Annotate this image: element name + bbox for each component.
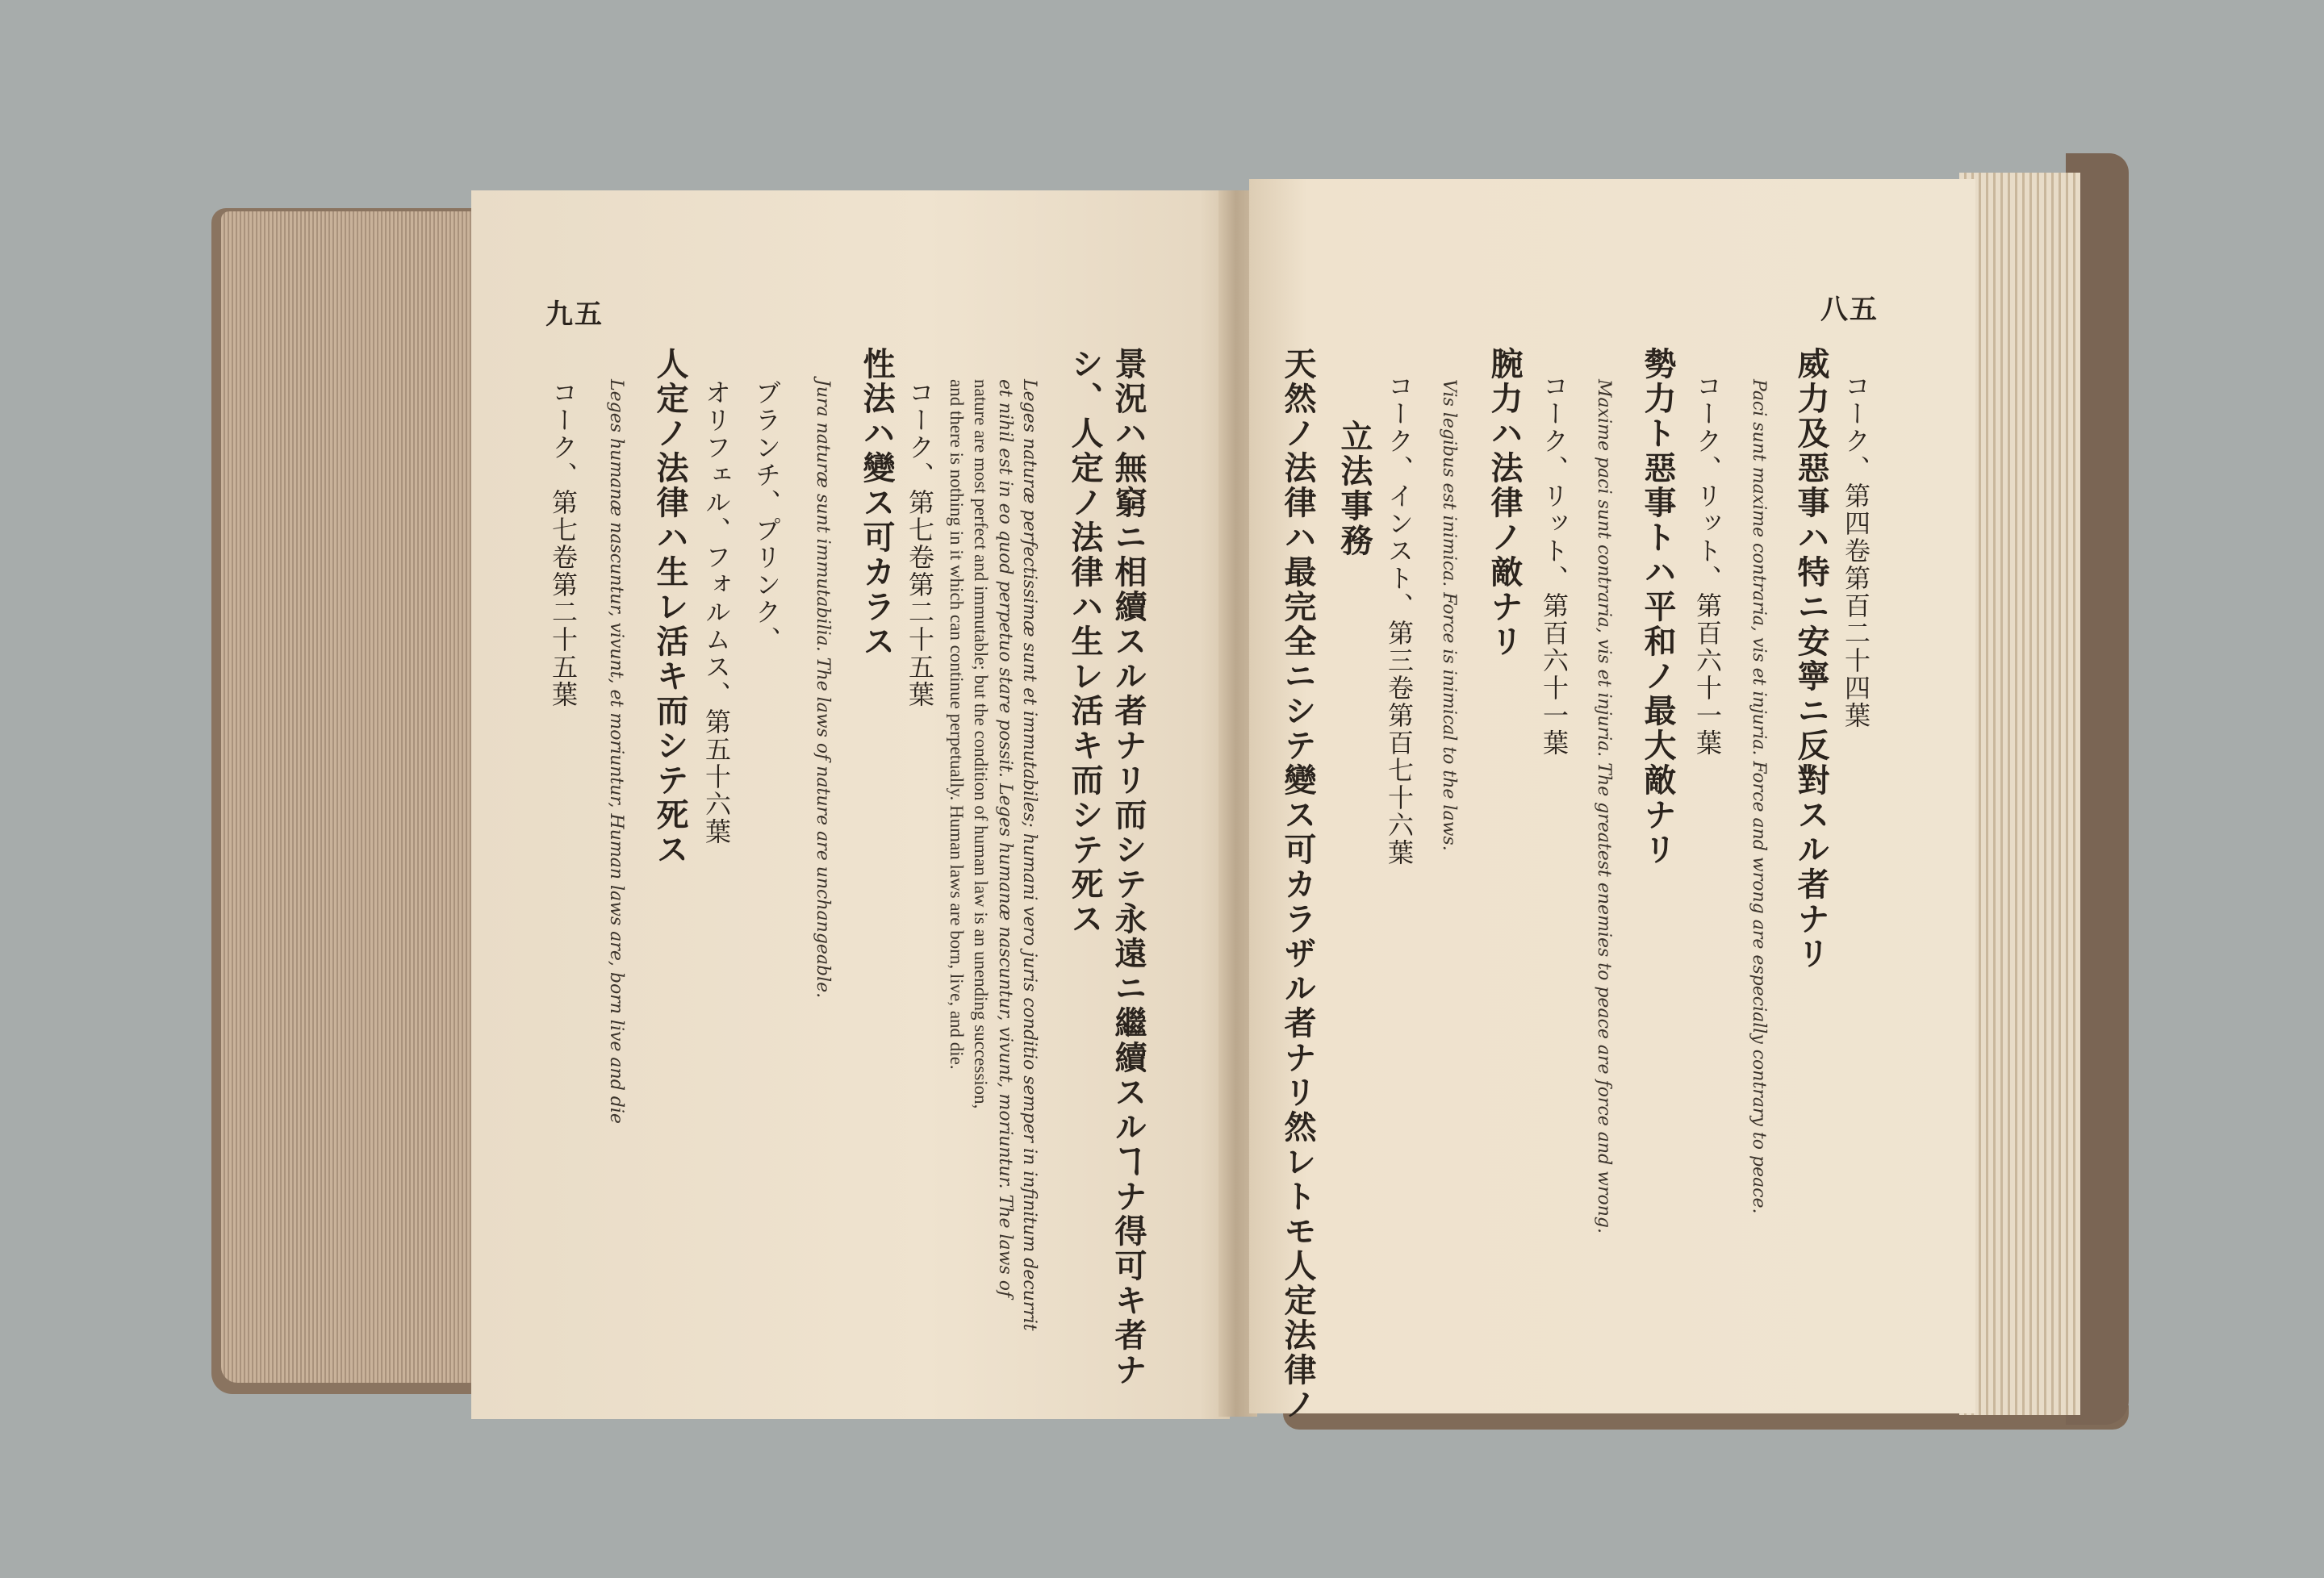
right-line-8: 腕力ハ法律ノ敵ナリ — [1486, 347, 1524, 659]
right-line-12: 天然ノ法律ハ最完全ニシテ變ス可カラザル者ナリ然レトモ人定法律ノ — [1279, 347, 1317, 1422]
left-page-number: 九五 — [545, 298, 604, 331]
left-line-2: シ、人定ノ法律ハ生レ活キ而シテ死ス — [1066, 347, 1104, 937]
right-line-7: コーク、リット、第百六十一葉 — [1539, 373, 1570, 757]
right-line-5: 勢力ト惡事トハ平和ノ最大敵ナリ — [1639, 347, 1677, 867]
page-edges-right — [1959, 173, 2080, 1415]
right-line-2: 威力及惡事ハ特ニ安寧ニ反對スル者ナリ — [1792, 347, 1830, 971]
left-line-6: and there is nothing in it which can continue perpetually. Human laws are born, live, and die. — [947, 379, 967, 1070]
right-line-10: コーク、インスト、第三卷第百七十六葉 — [1384, 373, 1415, 866]
right-line-9: Vis legibus est inimica. Force is inimical to the laws. — [1439, 379, 1459, 851]
page-edges-left — [221, 211, 478, 1383]
right-line-4: コーク、リット、第百六十一葉 — [1692, 373, 1723, 757]
left-line-7: コーク、第七卷第二十五葉 — [905, 379, 935, 708]
left-line-4: et nihil est in eo quod perpetuo stare possit. Leges humanæ nascuntur, vivunt, moriuntur. The laws of — [995, 379, 1015, 1298]
right-line-1: コーク、第四卷第百二十四葉 — [1841, 373, 1871, 729]
left-line-13: Leges humanæ nascuntur, vivunt, et moriuntur, Human laws are, born live and die — [606, 379, 626, 1124]
left-line-10: ブランチ、プリンク、 — [751, 379, 782, 653]
right-line-6: Maxime paci sunt contraria, vis et injuria. The greatest enemies to peace are force and wrong. — [1594, 379, 1614, 1234]
right-page-number: 八五 — [1820, 294, 1879, 326]
right-line-3: Paci sunt maxime contraria, vis et injuria. Force and wrong are especially contrary to peace. — [1749, 379, 1769, 1214]
left-line-9: Jura naturæ sunt immutabilia. The laws of nature are unchangeable. — [813, 379, 833, 999]
left-line-11: オリフェル、フォルムス、第五十六葉 — [701, 379, 732, 845]
left-line-14: コーク、第七卷第二十五葉 — [548, 379, 579, 708]
left-line-5: nature are most perfect and immutable; but the condition of human law is an unending succession, — [971, 379, 991, 1109]
left-line-8: 性法ハ變ス可カラス — [858, 347, 896, 659]
left-line-3: Leges naturæ perfectissimæ sunt et immutabiles; humani vero juris conditio semper in infinitum decurrit — [1019, 379, 1039, 1331]
right-line-11: 立法事務 — [1335, 420, 1373, 558]
left-line-12: 人定ノ法律ハ生レ活キ而シテ死ス — [651, 347, 689, 867]
left-line-1: 景況ハ無窮ニ相續スル者ナリ而シテ永遠ニ繼續スルヿナ得可キ者ナ — [1110, 347, 1147, 1388]
